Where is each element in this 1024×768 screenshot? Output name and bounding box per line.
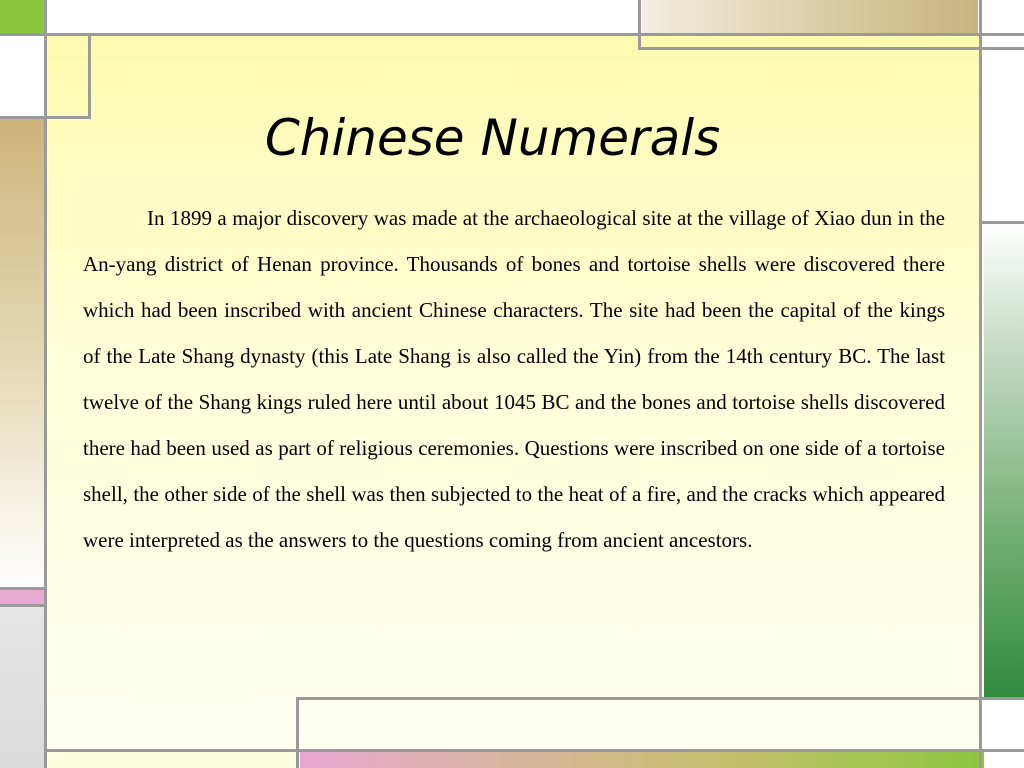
white-corner-block bbox=[0, 38, 43, 114]
pink-bottom-strip bbox=[300, 752, 984, 768]
frame-line bbox=[979, 697, 1024, 700]
gold-left-strip bbox=[0, 118, 44, 590]
pink-left-strip bbox=[0, 590, 44, 604]
green-right-strip bbox=[984, 224, 1024, 698]
gray-bottom-left-block bbox=[0, 606, 44, 768]
gold-bottom-left-block bbox=[47, 752, 298, 768]
frame-line bbox=[979, 221, 1024, 224]
frame-line bbox=[979, 0, 982, 768]
frame-line bbox=[638, 47, 1024, 50]
frame-line bbox=[0, 33, 1024, 36]
frame-line bbox=[0, 604, 44, 607]
frame-line bbox=[44, 749, 1024, 752]
white-right-block bbox=[984, 0, 1024, 33]
frame-line bbox=[296, 697, 299, 768]
frame-line bbox=[296, 697, 982, 700]
slide-title: Chinese Numerals bbox=[264, 109, 721, 167]
frame-line bbox=[638, 0, 641, 50]
gold-top-right-block bbox=[642, 0, 978, 33]
slide-body-text: In 1899 a major discovery was made at the archaeological site at the village of Xiao dun in the An-yang district of Henan province. Thousands of bones and tortoise shells were discovered there which had been inscribed with ancient Chinese characters. The site had been the capital of the kings of the Late Shang dynasty (this Late Shang is also called the Yin) from the 14th century BC. The last twelve of the Shang kings ruled here until about 1045 BC and the bones and tortoise shells discovered there had been used as part of religious ceremonies. Questions were inscribed on one side of a tortoise shell, the other side of the shell was then subjected to the heat of a fire, and the cracks which appeared were interpreted as the answers to the questions coming from ancient ancestors. bbox=[83, 206, 945, 552]
green-corner-block bbox=[0, 0, 45, 33]
frame-line bbox=[0, 587, 44, 590]
